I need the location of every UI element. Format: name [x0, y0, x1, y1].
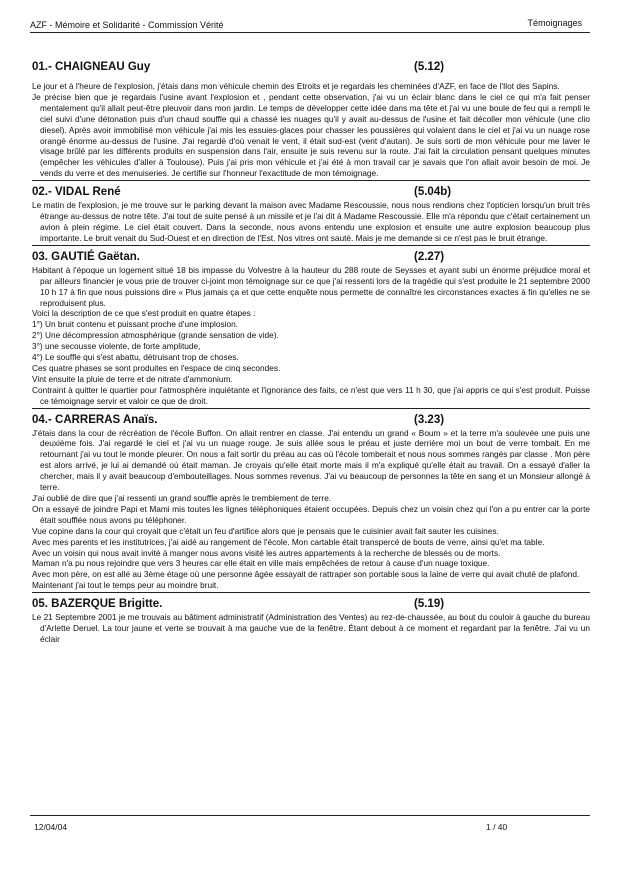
testimony-body	[32, 428, 590, 592]
testimony-paragraph: Ces quatre phases se sont produites en l'espace de cinq secondes.	[32, 362, 281, 373]
testimony-title	[32, 250, 590, 265]
testimony-paragraph: Le 21 Septembre 2001 je me trouvais au bâtiment administratif (Administration des Ventes) au rez-de-chaussée, au bout du couloir à gauche du bureau d'Arlette Deruel. La tour jaune et verte se trouvait à ma gauche vue de la fenêtre. Étant debout à ce moment et regardant par la fenêtre. J'ai vu un éclair	[32, 612, 590, 644]
testimony-code: (3.23)	[414, 413, 445, 426]
page-footer	[30, 815, 590, 832]
header-left-text: AZF - Mémoire et Solidarité - Commission Vérité	[30, 20, 224, 30]
testimony-paragraph: Je précise bien que je regardais l'usine avant l'explosion et , pendant cette observation, j'ai vu un éclair blanc dans le ciel ce qui m'a fait penser mentalement qu'il allait peut-être pleuvoir dans mon jardin. Le temps de développer cette idée dans ma tête et j'ai vu une boule de feu qui a rempli le ciel suivi d'une détonation puis d'un chaud souffle qui a chassé les nuages qu'il y avait au-dessus de l'usine et fait décoller mon véhicule (une clio diesel). Après avoir immobilisé mon véhicule j'ai mis les essuies-glaces pour chasser les poussières qui volaient dans le ciel et j'ai vu un nuage rose orangé énorme au-dessus de l'usine. J'ai regardé d'où venait le vent, il était sud-est (vent d'autan). Je suis sorti de mon véhicule pour me laver le visage brûlé par les différents produits en suspension dans l'air, ensuite je suis revenu sur la route. J'ai fait la circulation pensant quelques minutes (empêcher les véhicules d'aller à Toulouse). Puis j'ai pris mon véhicule et j'ai été à mon travail car je savais que l'on allait avoir besoin de moi. Je vends du verre et des menuiseries. Je certifie sur l'honneur l'exactitude de mon témoignage.	[32, 91, 590, 179]
footer-page-number: 1 / 40	[486, 822, 508, 832]
testimony-paragraph: Contraint à quitter le quartier pour l'atmosphère inquiétante et l'ignorance des faits, ce n'est que vers 11 h 30, que j'ai appris ce qui s'est produit. Puisse ce témoignage servir et valoir ce que de droit.	[32, 384, 590, 406]
testimony-author: 03. GAUTIÉ Gaëtan.	[32, 250, 141, 263]
testimony-paragraph: 1°) Un bruit contenu et puissant proche d'une implosion.	[32, 319, 238, 330]
testimony-paragraph: Maman n'a pu nous rejoindre que vers 3 heures car elle était en ville mais empêchées de retour à cause d'un nuage toxique.	[32, 558, 490, 569]
testimony-paragraph: On a essayé de joindre Papi et Mami mis toutes les lignes téléphoniques étaient occupées. Depuis chez un voisin chez qui l'on a pu entrer car la porte était soufflée nous avons pu téléphoner.	[32, 503, 590, 525]
testimony-paragraph: Vue copine dans la cour qui croyait que c'était un feu d'artifice alors que je pensais que le cuisinier avait fait sauter les cuisines.	[32, 525, 499, 536]
testimony-paragraph: J'ai oublié de dire que j'ai ressenti un grand souffle après le tremblement de terre.	[32, 493, 332, 503]
testimony-paragraph: Avec mon père, on est allé au 3ème étage où une personne âgée essayait de rattraper son portable sous la laine de verre qui avait chuté de plafond.	[32, 569, 580, 580]
testimony-entry	[32, 250, 590, 409]
testimony-author: 01.- CHAIGNEAU Guy	[32, 61, 151, 73]
testimony-author: 04.- CARRERAS Anaïs.	[32, 413, 158, 426]
testimony-body	[32, 612, 590, 645]
testimony-paragraph: 3°) une secousse violente, de forte amplitude,	[32, 341, 201, 352]
entry-separator	[32, 180, 590, 181]
testimony-title	[32, 185, 590, 200]
testimony-entry	[32, 413, 590, 594]
testimony-paragraph: Vint ensuite la pluie de terre et de nitrate d'ammonium.	[32, 373, 233, 384]
entry-separator	[32, 408, 590, 409]
testimony-paragraph: Le matin de l'explosion, je me trouve sur le parking devant la maison avec Madame Rescoussie, nous nous rendions chez l'opticien lorsqu'un bruit très étrange au-dessus de notre tête. J'ai tout de suite pensé à un missile et je l'ai dit à Madame Rescoussie. Elle m'a répondu que c'était certainement un avion à plein régime. Le ciel était couvert. Dans la seconde, nous avons entendu une explosion et ensuite une autre explosion beaucoup plus importante. Le bruit venait du Sud-Ouest et en direction de l'Est. Nos vitres ont sauté. Mais je me demande si ce n'est pas le bruit étrange.	[32, 200, 590, 243]
testimony-paragraph: Habitant à l'époque un logement situé 18 bis impasse du Volvestre à la hauteur du 288 route de Seysses et ayant subi un énorme préjudice moral et par ailleurs financier je vous prie de trouver ci-joint mon témoignage sur ce que j'ai ressenti lors de la tragédie qui s'est produite le 21 septembre 2000 10 h 17 à fin que nous puissions dire « Plus jamais ça et que cette enquête nous permette de connaître les circonstances exactes à fin qu'elles ne se reproduisent plus.	[32, 264, 590, 308]
testimony-author: 02.- VIDAL René	[32, 186, 121, 199]
testimony-entry	[32, 185, 590, 246]
testimony-body	[32, 200, 590, 244]
testimony-title	[32, 60, 590, 75]
testimonies-list	[32, 60, 590, 645]
page-header	[30, 14, 590, 33]
testimony-title	[32, 597, 590, 612]
testimony-paragraph: Maintenant j'ai tout le temps peur au moindre bruit.	[32, 580, 219, 591]
testimony-paragraph: 2°) Une décompression atmosphérique (grande sensation de vide).	[32, 330, 279, 341]
entry-separator	[32, 245, 590, 246]
testimony-body	[32, 81, 590, 179]
testimony-body	[32, 265, 590, 407]
testimony-paragraph: J'étais dans la cour de récréation de l'école Buffon. On allait rentrer en classe. J'ai entendu un grand « Boum » et la terre m'a soulevée une puis une deuxième fois. J'ai regardé le ciel et j'ai vu un nuage rouge. Je suis allée sous le préau et juste derrière moi un bout de verre tombait. En me retournant j'ai vu tout le monde pleurer. On nous a fait sortir du préau au cas où l'école tomberait et nous nous sommes rangés par classe . Mon père est alors arrivé, je lui ai demandé où était maman. Je croyais qu'elle était morte mais il m'a expliqué qu'elle était au travail. On a essayé d'aller la chercher, mais il y avait beaucoup d'embouteillages. Nous sommes revenus. J'ai vu beaucoup de personnes la tête en sang et un Monsieur allongé à terre.	[32, 427, 590, 493]
testimony-code: (5.04b)	[414, 186, 452, 199]
testimony-title	[32, 413, 590, 428]
testimony-code: (5.12)	[414, 61, 445, 73]
footer-date: 12/04/04	[34, 822, 68, 832]
testimony-paragraph: Avec mes parents et les institutrices, j'ai aidé au rangement de l'école. Mon cartable était transpercé de bouts de verre, ainsi qu'et ma table.	[32, 536, 545, 547]
testimony-paragraph: Voici la description de ce que s'est produit en quatre étapes :	[32, 308, 256, 319]
testimony-code: (2.27)	[414, 250, 445, 263]
testimony-paragraph: 4°) Le souffle qui s'est abattu, détruisant trop de choses.	[32, 352, 239, 363]
testimony-paragraph: Le jour et à l'heure de l'explosion, j'étais dans mon véhicule chemin des Etroits et je regardais les cheminées d'AZF, en face de l'Ilot des Sapins.	[32, 81, 560, 91]
testimony-entry	[32, 60, 590, 181]
header-right-text: Témoignages	[527, 18, 582, 28]
entry-separator	[32, 592, 590, 593]
testimony-author: 05. BAZERQUE Brigitte.	[32, 598, 163, 611]
testimony-paragraph: Avec un voisin qui nous avait invité à manger nous avons visité les autres appartements à la recherche de blessés ou de morts.	[32, 547, 501, 558]
testimony-code: (5.19)	[414, 598, 445, 611]
testimony-entry	[32, 597, 590, 645]
